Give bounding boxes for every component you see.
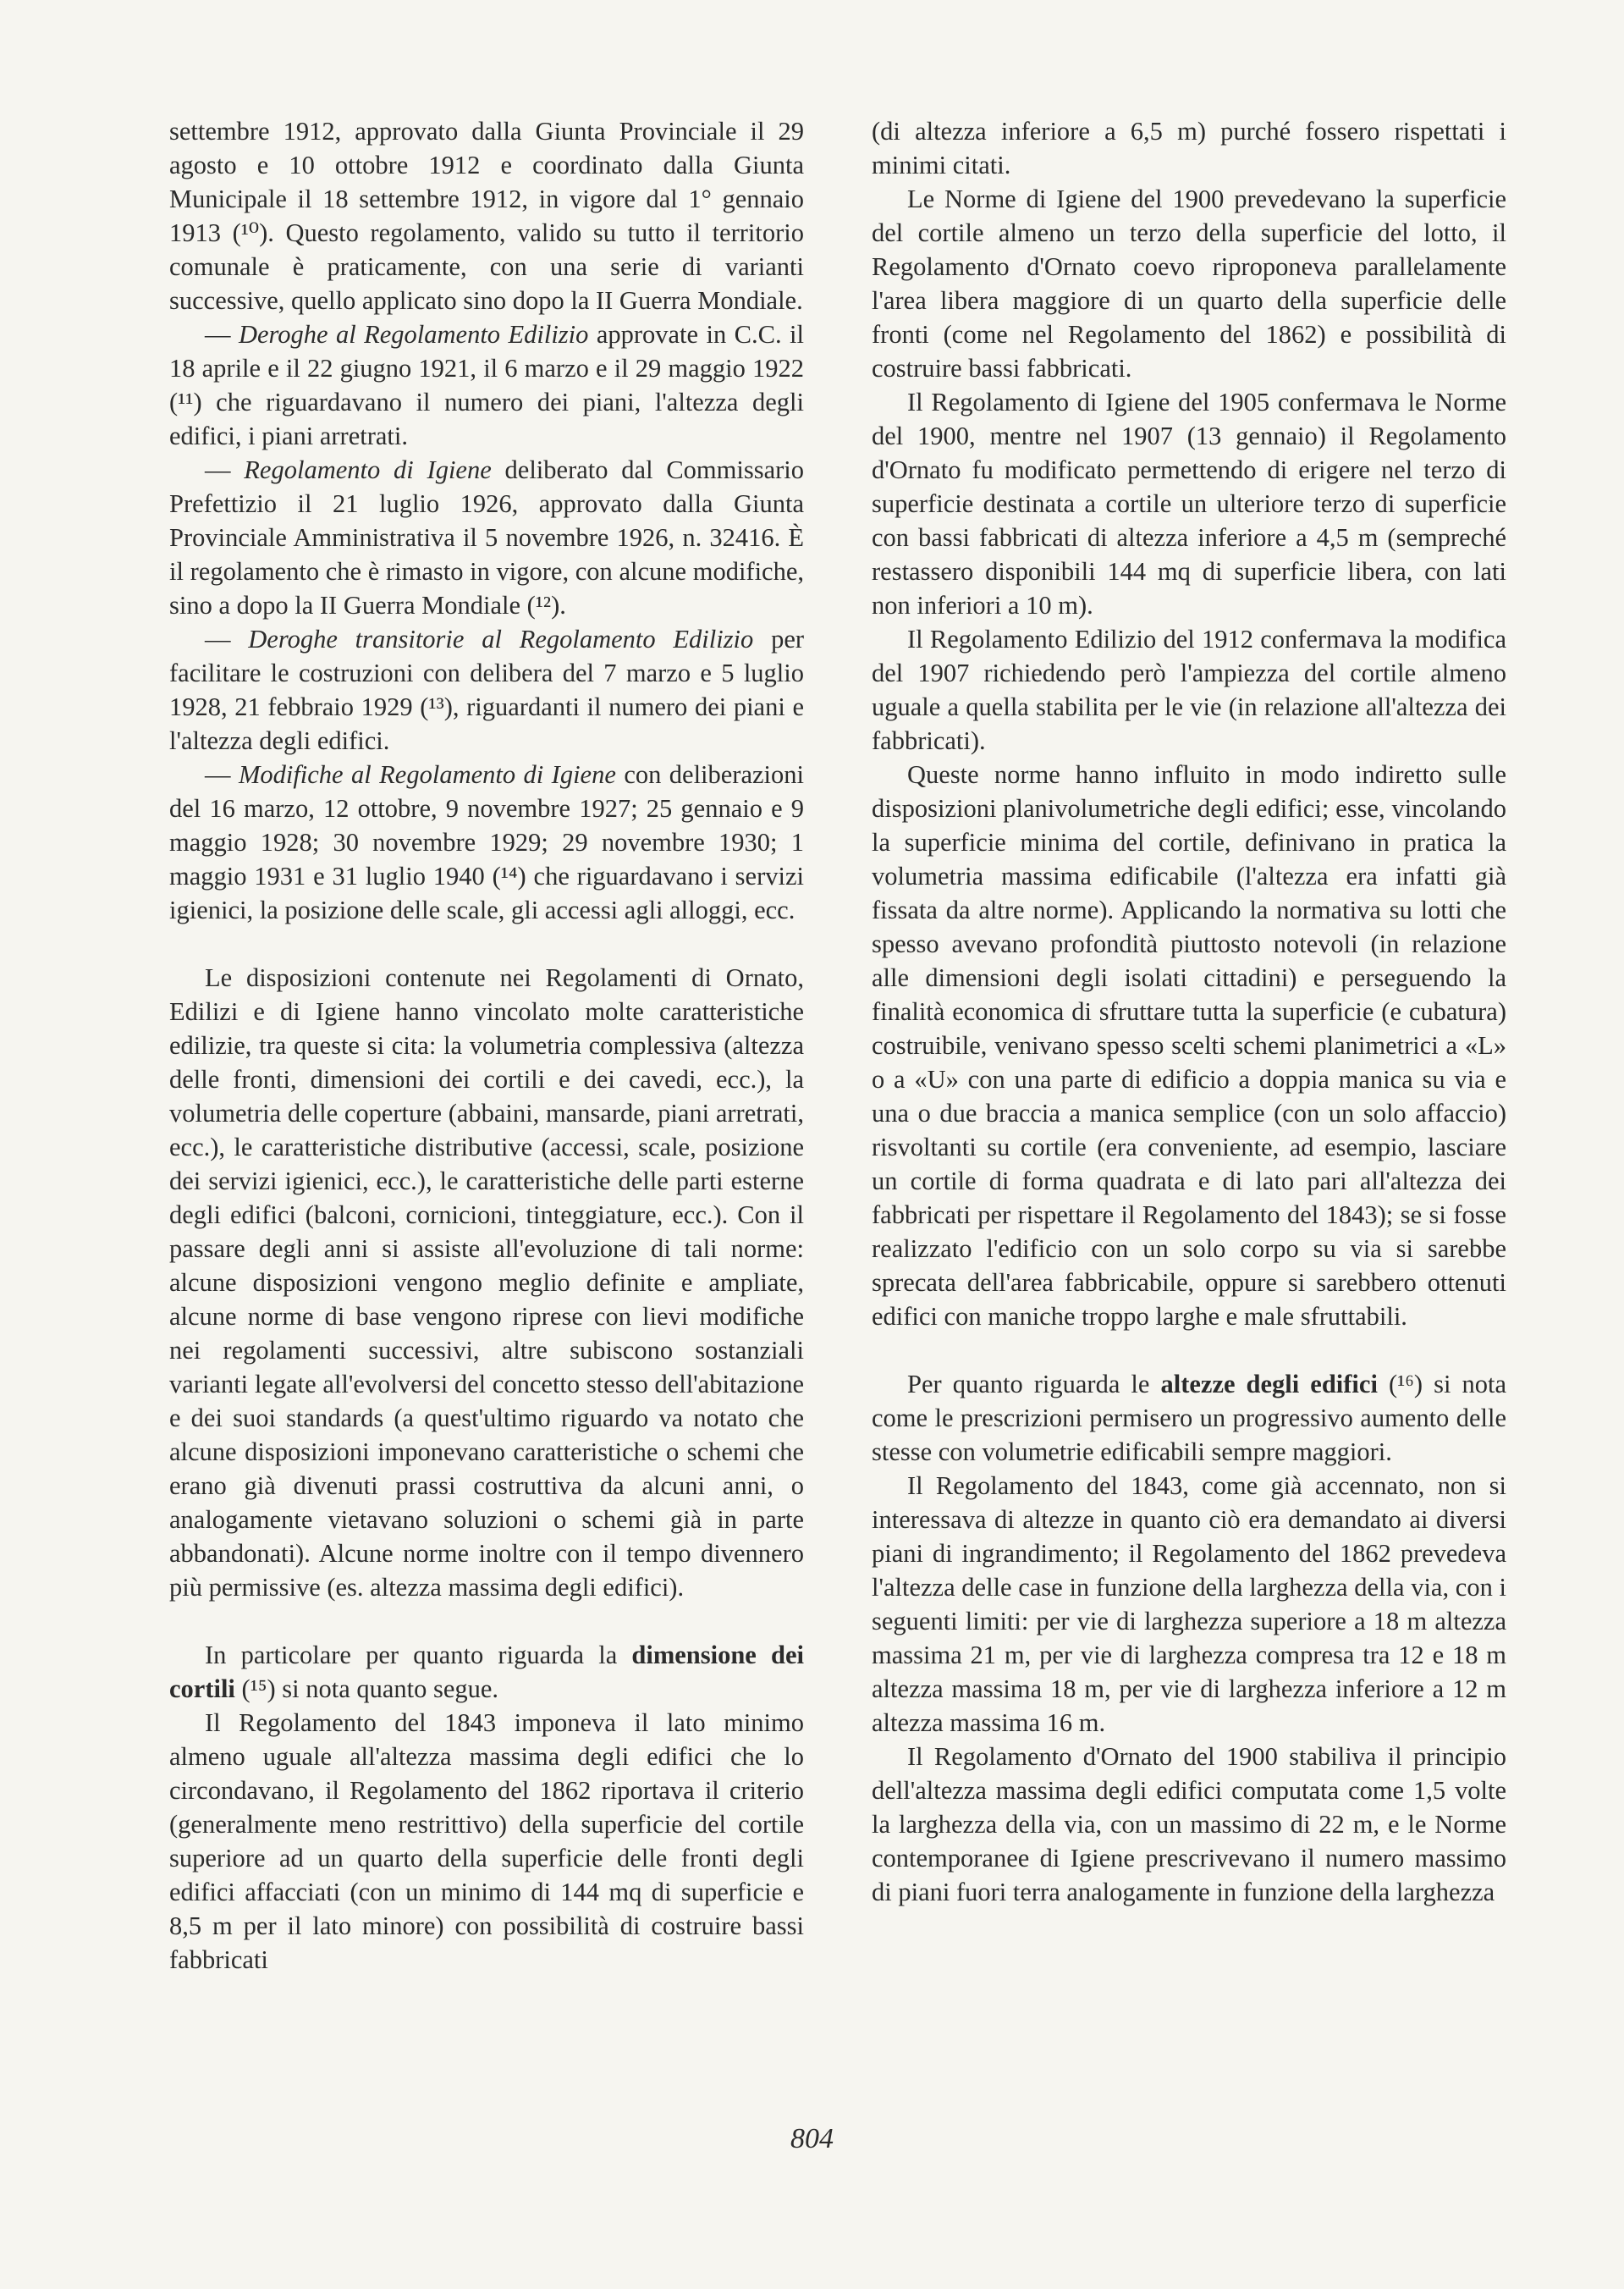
- list-item-deroghe-transitorie: — Deroghe transitorie al Regolamento Edilizio per facilitare le costruzioni con delibera del 7 marzo e 5 luglio 1928, 21 febbraio 1929 (¹³), riguardanti il numero dei piani e l'altezza degli edifici.: [169, 625, 805, 755]
- list-item-title: Regolamento di Igiene: [244, 455, 492, 484]
- right-paragraph-edilizio-1912: Il Regolamento Edilizio del 1912 confermava la modifica del 1907 richiedendo però l'ampiezza del cortile almeno uguale a quella stabilita per le vie (in relazione all'altezza dei fabbricati).: [872, 625, 1506, 755]
- list-item-modifiche-igiene: — Modifiche al Regolamento di Igiene con deliberazioni del 16 marzo, 12 ottobre, 9 novembre 1927; 25 gennaio e 9 maggio 1928; 30 novembre 1929; 29 novembre 1930; 1 maggio 1931 e 31 luglio 1940 (¹⁴) che riguardavano i servizi igienici, la posizione delle scale, gli accessi agli alloggi, ecc.: [169, 760, 804, 924]
- right-paragraph-regolamento-1843: Il Regolamento del 1843, come già accennato, non si interessava di altezze in quanto ciò era demandato ai diversi piani di ingrandimento; il Regolamento del 1862 prevedeva l'altezza delle case in funzione della larghezza della via, con i seguenti limiti: per vie di larghezza superiore a 18 m altezza massima 21 m, per vie di larghezza compresa tra 12 e 18 m altezza massima 18 m, per vie di larghezza inferiore a 12 m altezza massima 16 m.: [872, 1471, 1506, 1737]
- list-item-title: Modifiche al Regolamento di Igiene: [238, 760, 616, 789]
- bold-term-cortili: dimensione dei cortili: [169, 1641, 804, 1703]
- list-item-title: Deroghe al Regolamento Edilizio: [238, 320, 589, 349]
- right-paragraph-igiene-1905: Il Regolamento di Igiene del 1905 confermava le Norme del 1900, mentre nel 1907 (13 gennaio) il Regolamento d'Ornato fu modificato permettendo di erigere nel terzo di superficie destinata a cortile un ulteriore terzo di superficie con bassi fabbricati di altezza inferiore a 4,5 m (sempreché restassero disponibili 144 mq di superficie libera, con lati non inferiori a 10 m).: [872, 388, 1506, 620]
- left-paragraph-disposizioni: Le disposizioni contenute nei Regolamenti di Ornato, Edilizi e di Igiene hanno vincolato molte caratteristiche edilizie, tra queste si cita: la volumetria complessiva (altezza delle fronti, dimensioni dei cortili e dei cavedi, ecc.), la volumetria delle coperture (abbaini, mansarde, piani arretrati, ecc.), le caratteristiche distributive (accessi, scale, posizione dei servizi igienici, ecc.), le caratteristiche delle parti esterne degli edifici (balconi, cornicioni, tinteggiature, ecc.). Con il passare degli anni si assiste all'evoluzione di tali norme: alcune disposizioni vengono meglio definite e ampliate, alcune norme di base vengono riprese con lievi modifiche nei regolamenti successivi, altre subiscono sostanziali varianti legate all'evolversi del concetto stesso dell'abitazione e dei suoi standards (a quest'ultimo riguardo va notato che alcune disposizioni imponevano caratteristiche o schemi che erano già divenuti prassi costruttiva da alcuni anni, o analogamente vietavano soluzioni o schemi già in parte abbandonati). Alcune norme inoltre con il tempo divennero più permissive (es. altezza massima degli edifici).: [169, 963, 804, 1602]
- list-item-deroghe: — Deroghe al Regolamento Edilizio approvate in C.C. il 18 aprile e il 22 giugno 1921, il 6 marzo e il 29 maggio 1922 (¹¹) che riguardavano il numero dei piani, l'altezza degli edifici, i piani arretrati.: [169, 320, 804, 450]
- left-paragraph-1: settembre 1912, approvato dalla Giunta Provinciale il 29 agosto e 10 ottobre 1912 e coordinato dalla Giunta Municipale il 18 settembre 1912, in vigore dal 1° gennaio 1913 (¹⁰). Questo regolamento, valido su tutto il territorio comunale è praticamente, con una serie di varianti successive, quello applicato sino dopo la II Guerra Mondiale.: [169, 117, 804, 315]
- left-paragraph-regolamento-1843: Il Regolamento del 1843 imponeva il lato minimo almeno uguale all'altezza massima degli edifici che lo circondavano, il Regolamento del 1862 riportava il criterio (generalmente meno restrittivo) della superficie del cortile superiore ad un quarto della superficie delle fronti degli edifici affacciati (con un minimo di 144 mq di superficie e 8,5 m per il lato minore) con possibilità di costruire bassi fabbricati: [169, 1708, 804, 1974]
- right-paragraph-1: (di altezza inferiore a 6,5 m) purché fossero rispettati i minimi citati.: [872, 117, 1506, 179]
- right-paragraph-altezze: Per quanto riguarda le altezze degli edifici (¹⁶) si nota come le prescrizioni permisero un progressivo aumento delle stesse con volumetrie edificabili sempre maggiori.: [872, 1370, 1507, 1466]
- right-column: [872, 114, 1506, 1909]
- left-paragraph-cortili: In particolare per quanto riguarda la dimensione dei cortili (¹⁵) si nota quanto segue.: [169, 1641, 804, 1703]
- right-paragraph-ornato-1900: Il Regolamento d'Ornato del 1900 stabiliva il principio dell'altezza massima degli edifici computata come 1,5 volte la larghezza della via, con un massimo di 22 m, e le Norme contemporanee di Igiene prescrivevano il numero massimo di piani fuori terra analogamente in funzione della larghezza: [872, 1742, 1506, 1906]
- bold-term-altezze: altezze degli edifici: [1160, 1370, 1378, 1398]
- left-column: [169, 114, 804, 1977]
- list-item-regolamento-igiene: — Regolamento di Igiene deliberato dal Commissario Prefettizio il 21 luglio 1926, approvato dalla Giunta Provinciale Amministrativa il 5 novembre 1926, n. 32416. È il regolamento che è rimasto in vigore, con alcune modifiche, sino a dopo la II Guerra Mondiale (¹²).: [169, 455, 805, 620]
- page-number: 804: [790, 2123, 834, 2154]
- right-paragraph-norme-1900: Le Norme di Igiene del 1900 prevedevano la superficie del cortile almeno un terzo della superficie del lotto, il Regolamento d'Ornato coevo riproponeva parallelamente l'area libera maggiore di un quarto della superficie delle fronti (come nel Regolamento del 1862) e possibilità di costruire bassi fabbricati.: [872, 185, 1506, 383]
- right-paragraph-queste-norme: Queste norme hanno influito in modo indiretto sulle disposizioni planivolumetriche degli edifici; esse, vincolando la superficie minima del cortile, definivano in pratica la volumetria massima edificabile (l'altezza era infatti già fissata da altre norme). Applicando la normativa su lotti che spesso avevano profondità piuttosto notevoli (in relazione alle dimensioni degli isolati cittadini) e perseguendo la finalità economica di sfruttare tutta la superficie (e cubatura) costruibile, venivano spesso scelti schemi planimetrici a «L» o a «U» con una parte di edificio a doppia manica su via e una o due braccia a manica semplice (con un solo affaccio) risvoltanti su cortile (era conveniente, ad esempio, lasciare un cortile di forma quadrata e di lato pari all'altezza dei fabbricati per rispettare il Regolamento del 1843); se si fosse realizzato l'edificio con un solo corpo su via si sarebbe sprecata dell'area fabbricabile, oppure si sarebbero ottenuti edifici con maniche troppo larghe e male sfruttabili.: [872, 760, 1506, 1331]
- list-item-title: Deroghe transitorie al Regolamento Edilizio: [248, 625, 754, 654]
